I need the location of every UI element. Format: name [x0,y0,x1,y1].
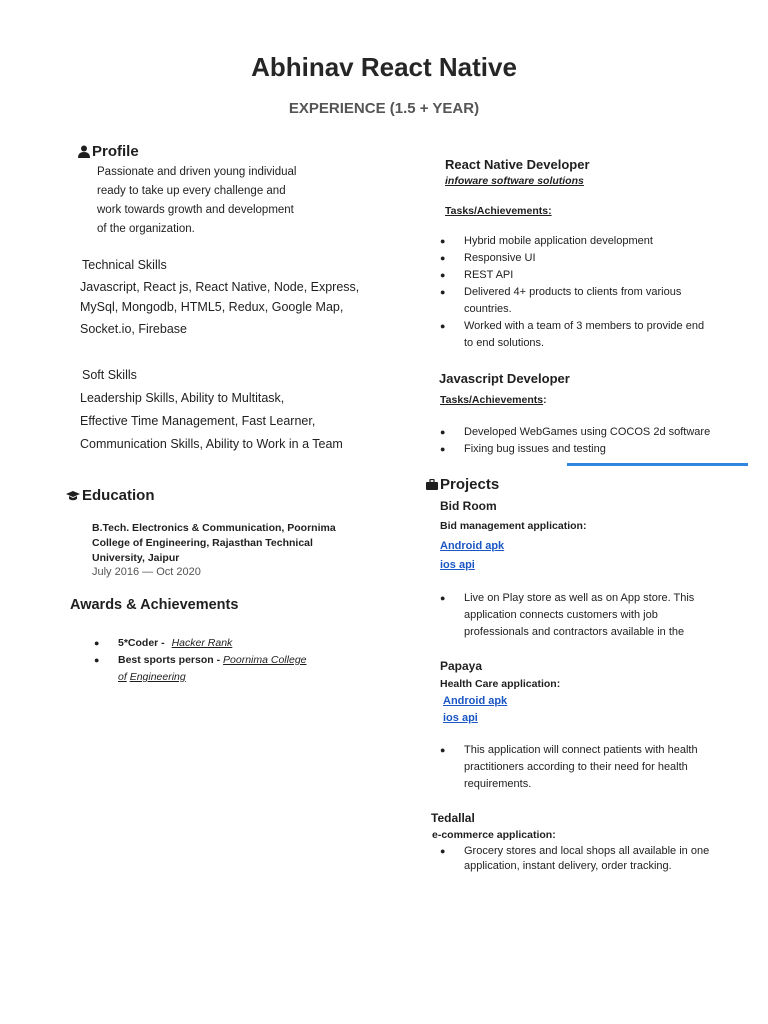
project-bullets [440,742,702,793]
education-line: College of Engineering, Rajasthan Technical [92,537,313,549]
profile-line: work towards growth and development [97,204,294,216]
project-bullet: ● Live on Play store as well as on App store. This application connects customers with job professionals and contractors available in the [440,590,708,641]
project-name: Papaya [440,659,483,673]
award-source-link[interactable]: Hacker Rank [171,637,233,649]
job-bullet: ● Responsive UI [440,250,710,267]
job-title: React Native Developer [445,157,590,172]
profile-line: of the organization. [97,223,195,235]
technical-skills-line: Socket.io, Firebase [80,322,187,336]
award-source-link[interactable]: Engineering [129,671,186,683]
section-divider [567,463,748,466]
education-heading [66,487,155,504]
soft-skills-line: Effective Time Management, Fast Learner, [80,414,316,428]
job-bullet: ● Hybrid mobile application development [440,233,710,250]
education-degree [92,521,336,566]
technical-skills-line: MySql, Mongodb, HTML5, Redux, Google Map, [80,300,344,314]
education-title: Education [82,487,155,504]
projects-title: Projects [440,476,500,493]
job-bullet: ● Worked with a team of 3 members to provide end to end solutions. [440,318,710,352]
job-title: Javascript Developer [439,371,570,386]
awards-list [94,635,354,686]
android-apk-link[interactable]: Android apk [443,695,508,707]
project-type: Health Care application: [440,678,561,690]
person-icon [78,145,90,158]
project-name: Tedallal [431,811,475,825]
job-bullet: ● Developed WebGames using COCOS 2d software [440,424,740,441]
resume-name: Abhinav React Native [251,52,517,82]
education-line: University, Jaipur [92,552,180,564]
award-name: 5*Coder - [118,637,168,649]
award-source-of: of [118,671,127,683]
project-type: e-commerce application: [432,829,556,841]
award-item [94,652,354,686]
project-type: Bid management application: [440,520,587,532]
job-tasks-colon: : [543,394,547,406]
profile-line: ready to take up every challenge and [97,185,286,197]
profile-title: Profile [92,143,139,160]
profile-line: Passionate and driven young individual [97,166,297,178]
soft-skills-list [80,391,400,455]
android-apk-link[interactable]: Android apk [440,540,505,552]
job-bullet: ● Fixing bug issues and testing [440,441,740,458]
technical-skills-heading: Technical Skills [82,258,167,272]
education-dates: July 2016 — Oct 2020 [92,566,201,578]
soft-skills-heading: Soft Skills [82,368,137,382]
job-company: infoware software solutions [445,175,584,187]
awards-heading: Awards & Achievements [70,597,239,613]
ios-api-link[interactable]: ios api [443,712,478,724]
job-bullets [440,233,710,352]
profile-text [97,163,357,239]
graduation-cap-icon [66,490,80,502]
job-tasks-label-text: Tasks/Achievements [440,394,544,406]
award-name: Best sports person - [118,654,224,666]
ios-api-link[interactable]: ios api [440,559,475,571]
technical-skills-list [80,280,380,340]
project-bullets [440,844,710,874]
job-bullets [440,424,740,458]
profile-heading [78,143,139,160]
technical-skills-line: Javascript, React js, React Native, Node, Express, [80,280,360,294]
project-bullet: ● This application will connect patients with health practitioners according to their need for health requirements. [440,742,702,793]
project-bullet: ● Grocery stores and local shops all available in one application, instant delivery, order tracking. [440,844,710,874]
award-source-link[interactable]: Poornima College [223,654,307,666]
project-name: Bid Room [440,499,497,513]
projects-heading [426,476,499,493]
job-tasks-label [440,394,547,406]
briefcase-icon [426,479,438,490]
job-tasks-label: Tasks/Achievements: [445,205,552,217]
soft-skills-line: Communication Skills, Ability to Work in a Team [80,437,343,451]
job-bullet: ● REST API [440,267,710,284]
project-bullets [440,590,708,642]
experience-heading: EXPERIENCE (1.5 + YEAR) [288,100,480,117]
education-line: B.Tech. Electronics & Communication, Poornima [92,522,336,534]
award-item [94,635,354,652]
job-bullet: ● Delivered 4+ products to clients from various countries. [440,284,710,318]
soft-skills-line: Leadership Skills, Ability to Multitask, [80,391,285,405]
